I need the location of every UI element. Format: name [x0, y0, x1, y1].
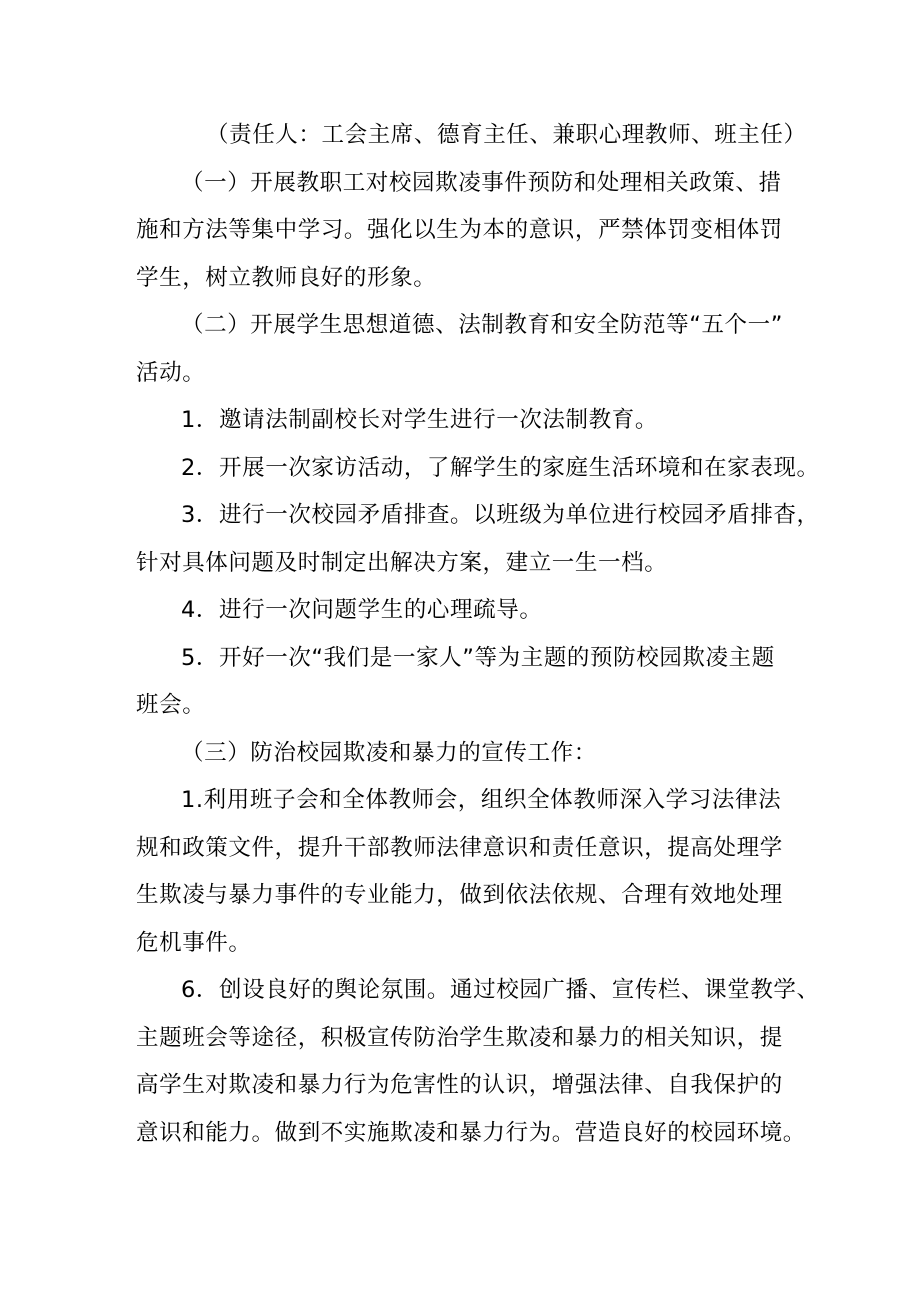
section-2-item-1: [136, 397, 796, 445]
list-item-line: 高学生对欺凌和暴力行为危害性的认识，增强法律、自我保护的: [136, 1072, 783, 1098]
section-2-item-4: [136, 587, 796, 635]
document-body: [136, 112, 820, 1157]
section-2-item-2: [136, 445, 820, 493]
list-item-line: 意识和能力。做到不实施欺凌和暴力行为。营造良好的校园环境。: [136, 1119, 806, 1146]
list-item-line: 规和政策文件，提升干部教师法律意识和责任意识，提高处理学: [136, 834, 783, 861]
list-item-line: 2．开展一次家访活动，了解学生的家庭生活环境和在家表现。: [181, 454, 820, 481]
list-item-line: 1．邀请法制副校长对学生进行一次法制教育。: [181, 407, 658, 433]
list-item-line: 6．创设良好的舆论氛围。通过校园广播、宣传栏、课堂教学、: [181, 977, 820, 1003]
section-2-item-3: [136, 492, 820, 587]
responsibility-note: [136, 112, 807, 160]
section-2-line: （二）开展学生思想道德、法制教育和安全防范等“五个一”: [181, 312, 784, 338]
list-item-line: 3．进行一次校园矛盾排查。以班级为单位进行校园矛盾排杳，: [181, 502, 820, 528]
list-item-line: 4．进行一次问题学生的心理疏导。: [181, 597, 543, 623]
list-item-line: 1.利用班子会和全体教师会，组织全体教师深入学习法律法: [181, 787, 782, 813]
section-1-line: 施和方法等集中学习。强化以生为本的意识，严禁体罚变相体罚: [136, 217, 783, 243]
list-item-line: 班会。: [136, 692, 206, 718]
list-item-line: 生欺凌与暴力事件的专业能力，做到依法依规、合理有效地处理: [136, 882, 783, 908]
section-3-heading-text: （三）防治校园欺凌和暴力的宣传工作：: [181, 739, 597, 766]
section-2-paragraph: [136, 302, 796, 397]
list-item-line: 5．开好一次“我们是一家人”等为主题的预防校园欺凌主题: [181, 644, 775, 671]
list-item-line: 危机事件。: [136, 929, 252, 956]
section-1-line: 学生，树立教师良好的形象。: [136, 264, 437, 291]
responsibility-text: （责任人：工会主席、德育主任、兼职心理教师、班主任）: [206, 122, 807, 148]
section-3-heading: [136, 730, 796, 778]
section-2-item-5: [136, 635, 796, 730]
section-1-paragraph: [136, 160, 796, 303]
list-item-line: 主题班会等途径，积极宣传防治学生欺凌和暴力的相关知识，提: [136, 1024, 783, 1051]
section-3-item-6: [136, 967, 820, 1157]
section-1-line: （一）开展教职工对校园欺凌事件预防和处理相关政策、措: [181, 169, 782, 196]
section-2-line: 活动。: [136, 359, 206, 386]
section-3-item-1: [136, 777, 796, 967]
list-item-line: 针对具体问题及时制定出解决方案，建立一生一档。: [136, 549, 668, 576]
